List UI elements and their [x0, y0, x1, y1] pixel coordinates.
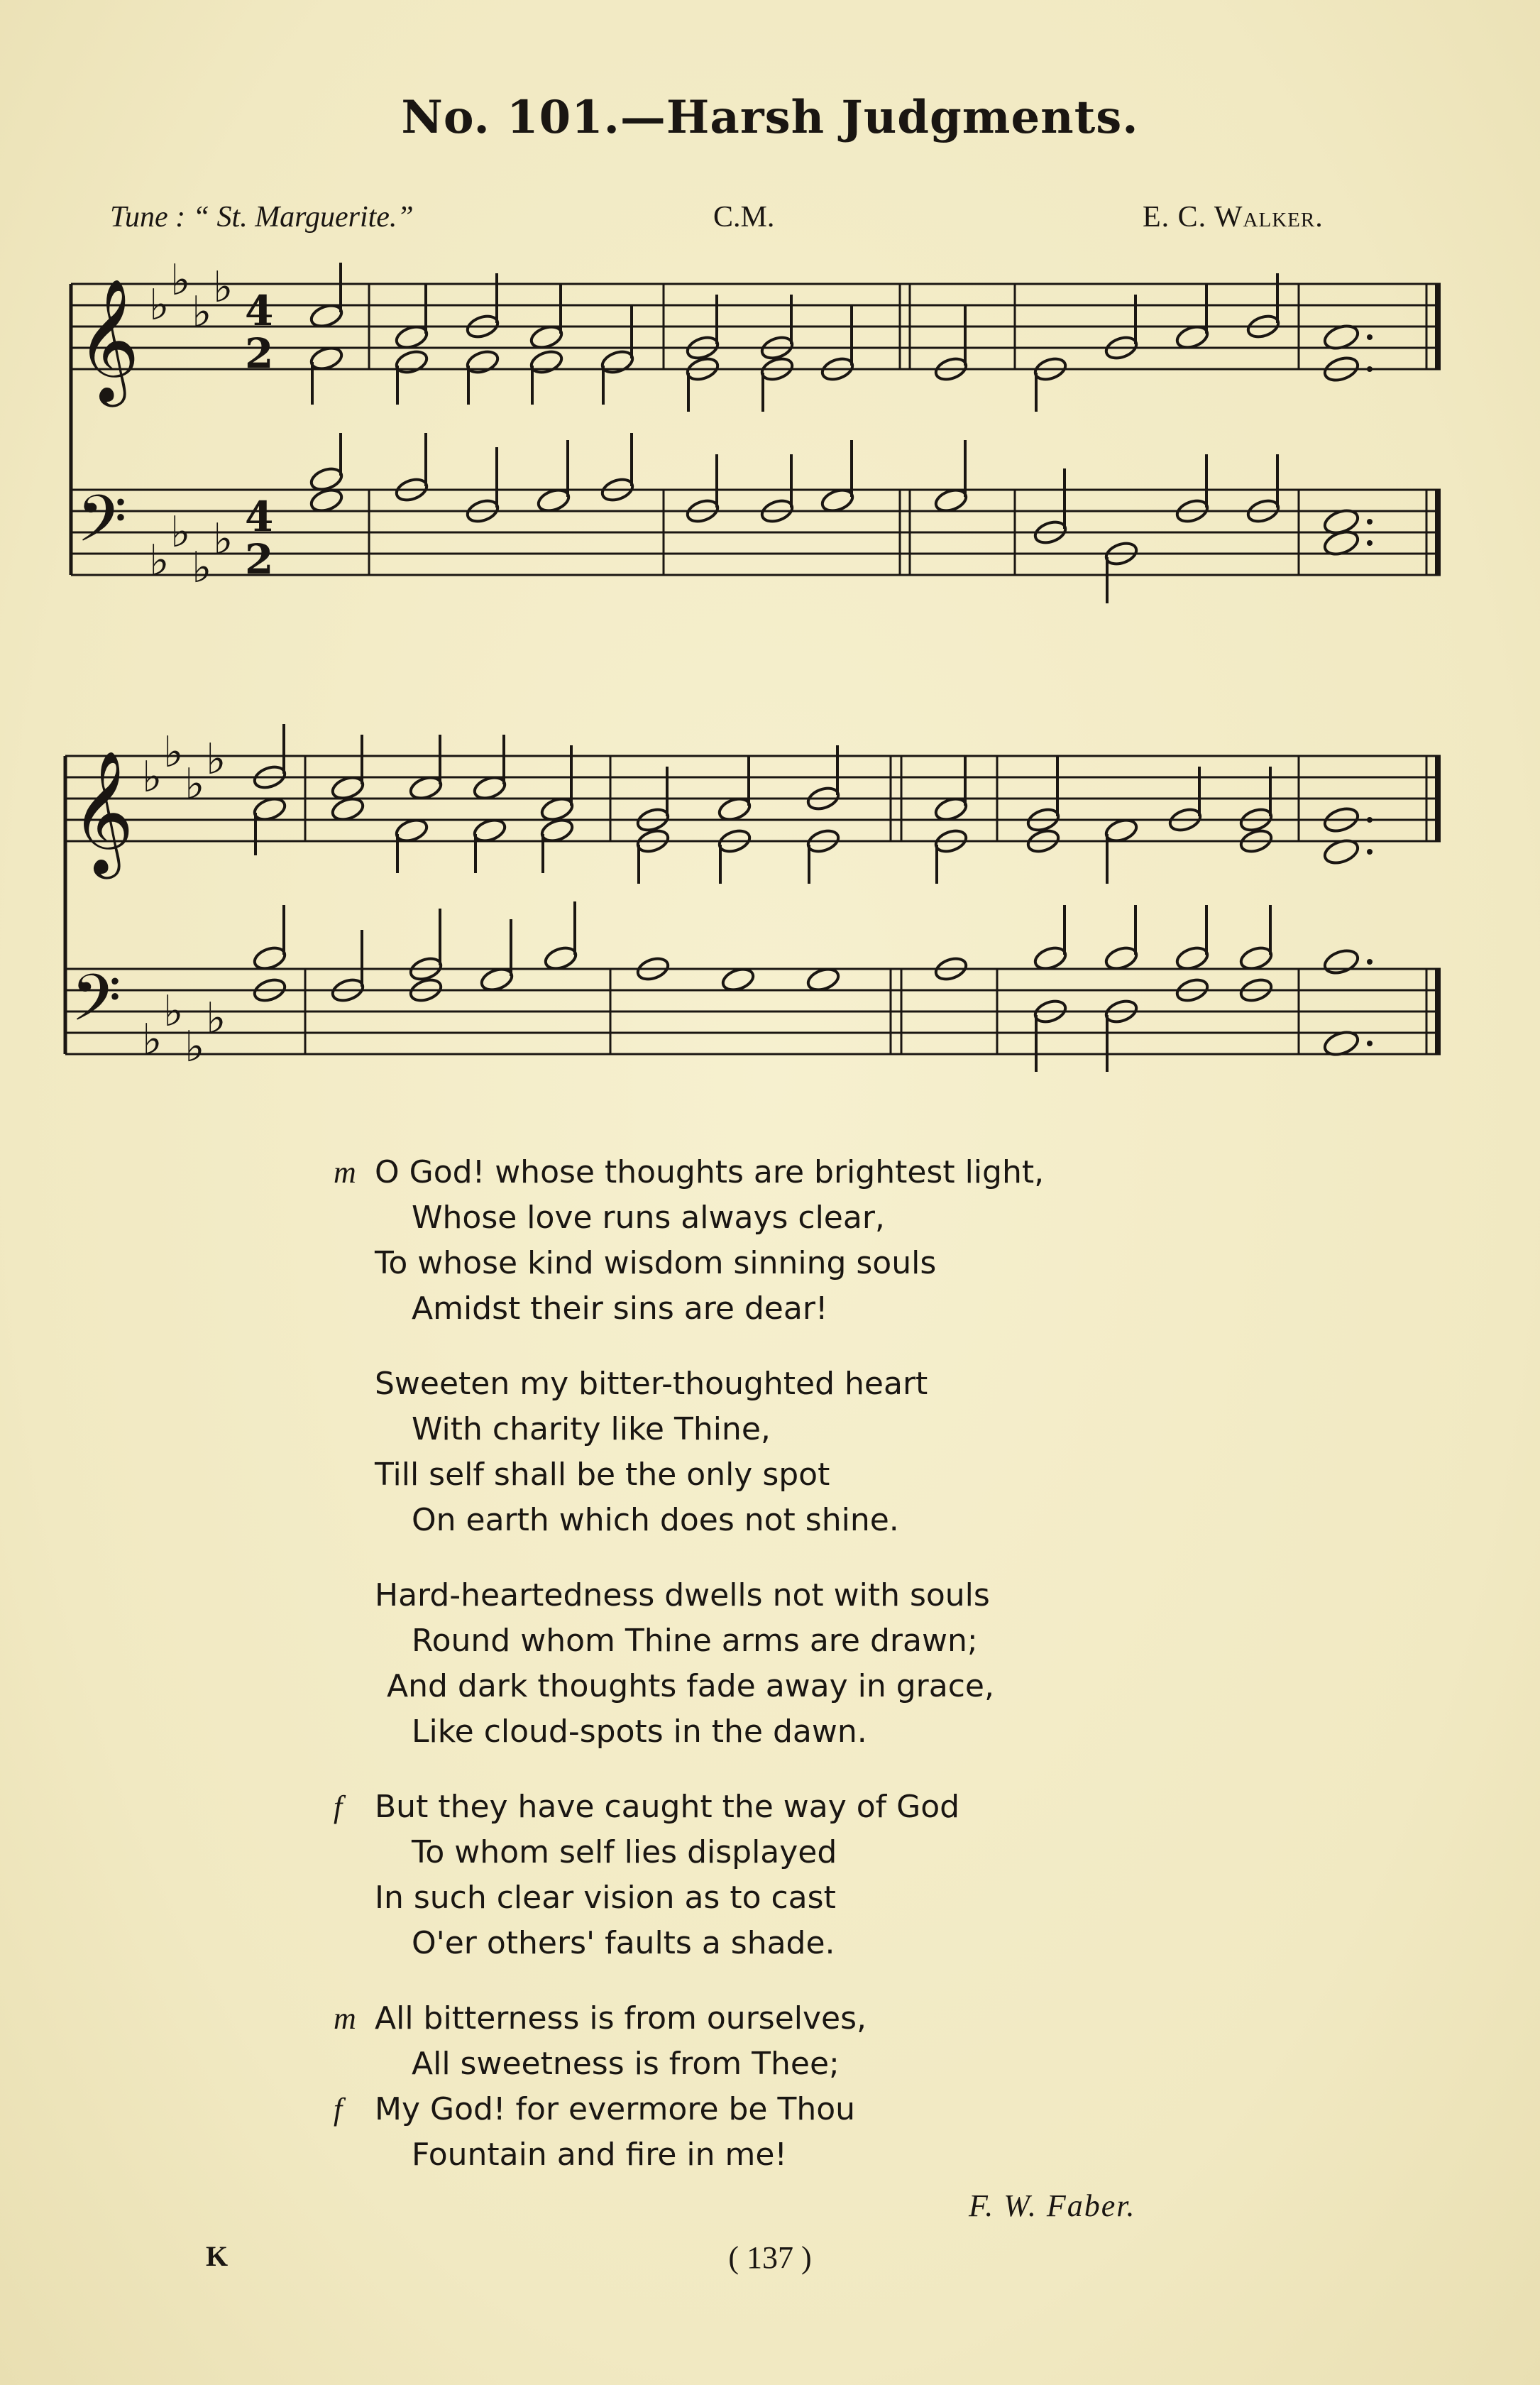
- line-text: All bitterness is from ourselves,: [375, 2000, 867, 2036]
- treble-clef-icon: 𝄞: [77, 278, 140, 402]
- composer-label: E. C. Walker.: [1143, 201, 1324, 234]
- svg-text:♭: ♭: [142, 752, 163, 802]
- line-text: In such clear vision as to cast: [375, 1880, 836, 1916]
- time-signature-1: [245, 287, 273, 583]
- verse-line: [334, 1830, 1256, 1875]
- svg-text:♭: ♭: [170, 263, 191, 305]
- stanza-2: [334, 1361, 1256, 1543]
- stanza-3: [334, 1573, 1256, 1755]
- stanza-1: [334, 1150, 1256, 1332]
- bass-clef-icon: 𝄢: [71, 960, 121, 1051]
- stanza-5: [334, 1996, 1256, 2178]
- verse-line: [334, 1452, 1256, 1498]
- music-system-2: [0, 724, 1540, 1093]
- line-text: O'er others' faults a shade.: [412, 1925, 835, 1961]
- svg-text:♭: ♭: [206, 735, 226, 784]
- verse-line: [334, 1195, 1256, 1241]
- repeat-dots-1: [1367, 334, 1373, 546]
- tune-label: Tune : “ St. Marguerite.”: [110, 201, 414, 234]
- verse-line: [334, 1618, 1256, 1664]
- verse-line: [334, 1150, 1256, 1195]
- line-text: Fountain and fire in me!: [412, 2137, 788, 2173]
- svg-text:♭: ♭: [163, 987, 184, 1036]
- hymn-title: No. 101.—Harsh Judgments.: [401, 91, 1139, 144]
- treble-clef-icon: 𝄞: [71, 750, 134, 874]
- verse-line: [334, 1996, 1256, 2041]
- bass-clef-icon: 𝄢: [77, 481, 127, 572]
- line-text: Round whom Thine arms are drawn;: [412, 1623, 978, 1659]
- verse-line: [334, 2087, 1256, 2132]
- meter-label: C.M.: [713, 201, 775, 234]
- music-system-1: [0, 263, 1540, 632]
- svg-text:♭: ♭: [170, 508, 191, 557]
- stanza-4: [334, 1784, 1256, 1966]
- verse-line: [334, 2132, 1256, 2178]
- bass-staff-1: [71, 490, 1441, 575]
- verse-line: [334, 1286, 1256, 1332]
- bass-staff-2: [65, 969, 1441, 1054]
- page-number: ( 137 ): [728, 2240, 812, 2275]
- svg-text:♭: ♭: [163, 728, 184, 777]
- line-text: To whose kind wisdom sinning souls: [375, 1245, 937, 1281]
- dynamic-mark: f: [334, 2092, 343, 2127]
- line-text: To whom self lies displayed: [412, 1834, 837, 1870]
- verse-line: [334, 1784, 1256, 1830]
- svg-text:♭: ♭: [149, 536, 170, 586]
- line-text: Sweeten my bitter-thoughted heart: [375, 1366, 928, 1402]
- verse-line: [334, 1709, 1256, 1755]
- verse-line: [334, 2041, 1256, 2087]
- line-text: My God! for evermore be Thou: [375, 2091, 856, 2127]
- svg-text:♭: ♭: [192, 543, 212, 593]
- line-text: O God! whose thoughts are brightest light,: [375, 1154, 1045, 1190]
- svg-text:4: 4: [245, 287, 274, 335]
- svg-text:♭: ♭: [185, 1022, 205, 1072]
- hymn-verses: [334, 1150, 1256, 2208]
- treble-staff-1: [71, 284, 1441, 369]
- verse-line: [334, 1573, 1256, 1618]
- line-text: All sweetness is from Thee;: [412, 2046, 840, 2082]
- svg-text:♭: ♭: [142, 1015, 163, 1065]
- line-text: Till self shall be the only spot: [375, 1457, 830, 1493]
- verse-line: [334, 1921, 1256, 1966]
- svg-text:♭: ♭: [149, 280, 170, 330]
- verse-line: [334, 1241, 1256, 1286]
- svg-text:♭: ♭: [213, 263, 233, 312]
- svg-text:♭: ♭: [192, 287, 212, 337]
- line-text: And dark thoughts fade away in grace,: [387, 1668, 994, 1704]
- key-signature-flats-1: [149, 263, 233, 593]
- signature-mark: K: [206, 2240, 229, 2272]
- svg-text:♭: ♭: [206, 994, 226, 1043]
- dynamic-mark: f: [334, 1789, 343, 1824]
- svg-text:♭: ♭: [185, 760, 205, 809]
- svg-text:2: 2: [245, 329, 274, 378]
- line-text: But they have caught the way of God: [375, 1789, 960, 1825]
- key-signature-flats-2: [142, 728, 226, 1072]
- notes-system-1: [309, 263, 1360, 603]
- svg-text:♭: ♭: [213, 515, 233, 564]
- line-text: Like cloud-spots in the dawn.: [412, 1714, 867, 1750]
- verse-line: [334, 1498, 1256, 1543]
- hymn-author: F. W. Faber.: [969, 2188, 1136, 2223]
- verse-line: [334, 1664, 1256, 1709]
- line-text: Whose love runs always clear,: [412, 1200, 885, 1236]
- svg-text:4: 4: [245, 493, 274, 541]
- dynamic-mark: m: [334, 1155, 356, 1190]
- dynamic-mark: m: [334, 2001, 356, 2036]
- verse-line: [334, 1875, 1256, 1921]
- line-text: Hard-heartedness dwells not with souls: [375, 1577, 990, 1613]
- line-text: Amidst their sins are dear!: [412, 1290, 828, 1327]
- svg-text:2: 2: [245, 535, 274, 583]
- verse-line: [334, 1407, 1256, 1452]
- line-text: On earth which does not shine.: [412, 1502, 899, 1538]
- line-text: With charity like Thine,: [412, 1411, 771, 1447]
- verse-line: [334, 1361, 1256, 1407]
